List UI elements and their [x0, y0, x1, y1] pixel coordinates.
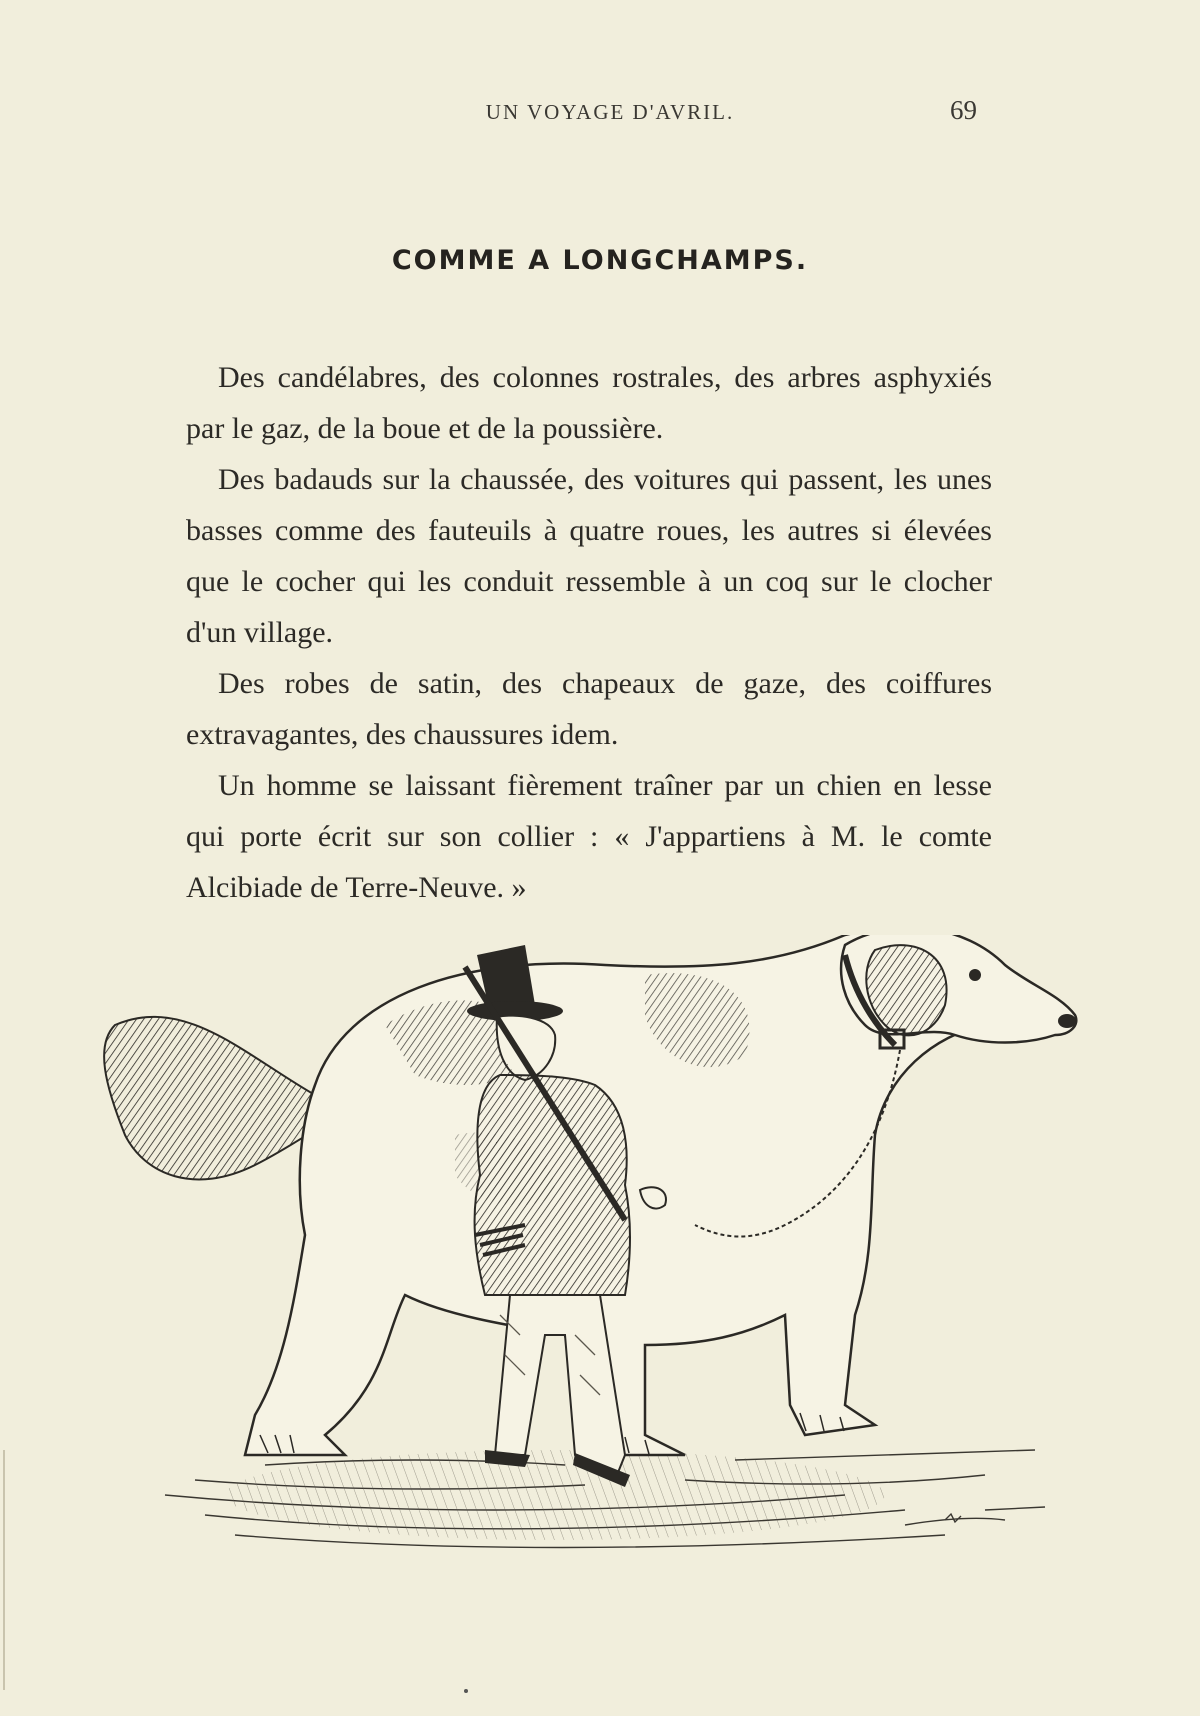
dog-tail [104, 1017, 325, 1180]
chapter-title: COMME A LONGCHAMPS. [391, 245, 809, 276]
page-edge-shadow [3, 1450, 5, 1690]
dog-nose [1058, 1014, 1076, 1028]
dog-eye [969, 969, 981, 981]
paragraph-1: Des candélabres, des colonnes rostrales, des arbres asphyxiés par le gaz, de la boue et de la poussière. [186, 361, 992, 445]
paragraph-4: Un homme se laissant fièrement traîner par un chien en lesse qui porte écrit sur son collier : « J'appartiens à M. le comte Alcibiade de Terre-Neuve. » [186, 769, 992, 904]
dog-and-man-engraving [85, 935, 1115, 1575]
page-number: 69 [950, 95, 977, 125]
bottom-dot [464, 1689, 468, 1693]
paragraph-3: Des robes de satin, des chapeaux de gaze, des coiffures extravagantes, des chaussures idem. [186, 667, 992, 751]
paragraph-2: Des badauds sur la chaussée, des voitures qui passent, les unes basses comme des fauteuils à quatre roues, les autres si élevées que le cocher qui les conduit ressemble à un coq sur le clocher d'un village. [186, 463, 992, 649]
body-text [186, 352, 992, 913]
running-head: UN VOYAGE D'AVRIL. [485, 100, 735, 124]
